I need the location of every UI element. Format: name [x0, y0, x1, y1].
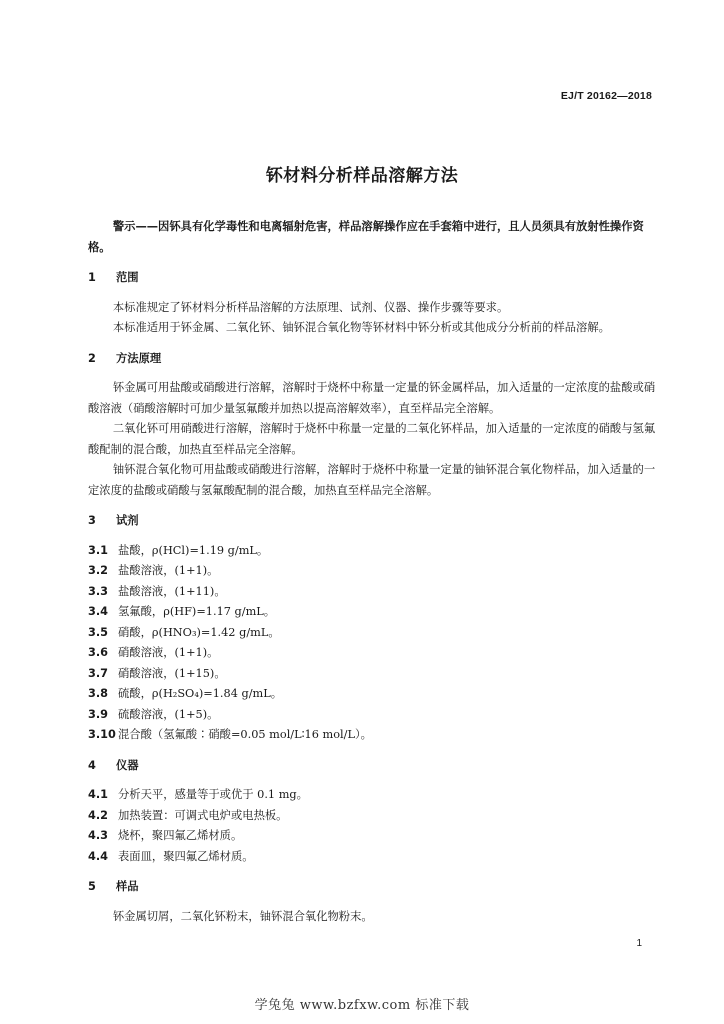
- item-number: 3.9: [88, 707, 109, 721]
- section-scope: [88, 268, 656, 339]
- section-heading: [88, 877, 656, 898]
- item-number: 3.7: [88, 666, 109, 680]
- section-number: 4: [88, 758, 96, 772]
- section-principle: [88, 349, 656, 502]
- list-item: [88, 684, 656, 705]
- section-title: 范围: [116, 271, 139, 284]
- section-title: 试剂: [116, 514, 139, 527]
- item-number: 4.2: [88, 808, 109, 822]
- paragraph: 钚金属切屑，二氧化钚粉末，铀钚混合氧化物粉末。: [112, 909, 373, 923]
- section-title: 样品: [116, 880, 139, 893]
- paragraph: 本标准适用于钚金属、二氧化钚、铀钚混合氧化物等钚材料中钚分析或其他成分分析前的样品溶解。: [112, 321, 610, 334]
- page-number: 1: [636, 938, 642, 949]
- item-number: 3.4: [88, 605, 109, 618]
- section-heading: [88, 511, 656, 532]
- item-text: 盐酸，ρ(HCl)=1.19 g/mL。: [118, 543, 269, 557]
- item-text: 硝酸，ρ(HNO₃)=1.42 g/mL。: [118, 625, 280, 639]
- section-sample: [88, 877, 656, 927]
- item-text: 盐酸溶液，(1+11)。: [118, 584, 226, 598]
- section-number: 1: [88, 271, 96, 284]
- document-body: [88, 217, 656, 937]
- item-text: 硫酸，ρ(H₂SO₄)=1.84 g/mL。: [118, 687, 283, 700]
- list-item: [88, 705, 656, 726]
- section-title: 仪器: [116, 758, 139, 772]
- site-watermark: 学兔兔 www.bzfxw.com 标准下载: [254, 998, 470, 1013]
- item-text: 烧杯，聚四氟乙烯材质。: [118, 829, 243, 842]
- standard-code: EJ/T 20162—2018: [560, 90, 652, 102]
- list-item: [88, 826, 656, 847]
- item-text: 分析天平，感量等于或优于 0.1 mg。: [118, 788, 308, 801]
- list-item: [88, 725, 656, 746]
- list-item: [88, 623, 656, 644]
- document-title: 钚材料分析样品溶解方法: [265, 166, 459, 186]
- item-text: 加热装置：可调式电炉或电热板。: [118, 808, 288, 822]
- item-text: 盐酸溶液，(1+1)。: [118, 564, 219, 577]
- section-apparatus: [88, 756, 656, 868]
- section-heading: [88, 349, 656, 370]
- item-text: 硝酸溶液，(1+1)。: [118, 646, 219, 659]
- section-heading: [88, 756, 656, 777]
- paragraph: 铀钚混合氧化物可用盐酸或硝酸进行溶解，溶解时于烧杯中称量一定量的铀钚混合氧化物样品，加入适量的一定浓度的盐酸或硝酸与氢氟酸配制的混合酸，加热直至样品完全溶解。: [88, 463, 656, 497]
- section-number: 2: [88, 351, 96, 365]
- section-number: 5: [88, 880, 96, 893]
- item-text: 硝酸溶液，(1+15)。: [118, 666, 226, 680]
- list-item: [88, 643, 656, 664]
- list-item: [88, 847, 656, 868]
- item-number: 3.8: [88, 687, 109, 700]
- paragraph: 钚金属可用盐酸或硝酸进行溶解，溶解时于烧杯中称量一定量的钚金属样品，加入适量的一定浓度的盐酸或硝酸溶液（硝酸溶解时可加少量氢氟酸并加热以提高溶解效率），直至样品完全溶解。: [88, 381, 656, 415]
- item-number: 3.6: [88, 646, 109, 659]
- item-text: 混合酸（氢氟酸∶硝酸=0.05 mol/L∶16 mol/L）。: [118, 728, 372, 741]
- list-item: [88, 561, 656, 582]
- paragraph: 本标准规定了钚材料分析样品溶解的方法原理、试剂、仪器、操作步骤等要求。: [112, 300, 509, 314]
- item-number: 3.2: [88, 564, 109, 577]
- item-number: 4.4: [88, 849, 109, 863]
- item-number: 3.3: [88, 584, 109, 598]
- section-heading: [88, 268, 656, 289]
- section-number: 3: [88, 514, 96, 527]
- warning-text: 警示——因钚具有化学毒性和电离辐射危害，样品溶解操作应在手套箱中进行，且人员须具有放射性操作资格。: [88, 220, 644, 254]
- paragraph: 二氧化钚可用硝酸进行溶解，溶解时于烧杯中称量一定量的二氧化钚样品，加入适量的一定浓度的硝酸与氢氟酸配制的混合酸，加热直至样品完全溶解。: [88, 422, 656, 456]
- item-text: 表面皿，聚四氟乙烯材质。: [118, 849, 254, 863]
- item-number: 3.1: [88, 543, 109, 557]
- list-item: [88, 541, 656, 562]
- item-number: 3.10: [88, 728, 116, 741]
- list-item: [88, 664, 656, 685]
- list-item: [88, 582, 656, 603]
- list-item: [88, 602, 656, 623]
- item-number: 4.3: [88, 829, 109, 842]
- list-item: [88, 785, 656, 806]
- section-reagents: [88, 511, 656, 746]
- section-title: 方法原理: [116, 351, 162, 365]
- list-item: [88, 806, 656, 827]
- item-number: 3.5: [88, 625, 109, 639]
- item-number: 4.1: [88, 788, 109, 801]
- item-text: 硫酸溶液，(1+5)。: [118, 707, 219, 721]
- item-text: 氢氟酸，ρ(HF)=1.17 g/mL。: [118, 605, 276, 618]
